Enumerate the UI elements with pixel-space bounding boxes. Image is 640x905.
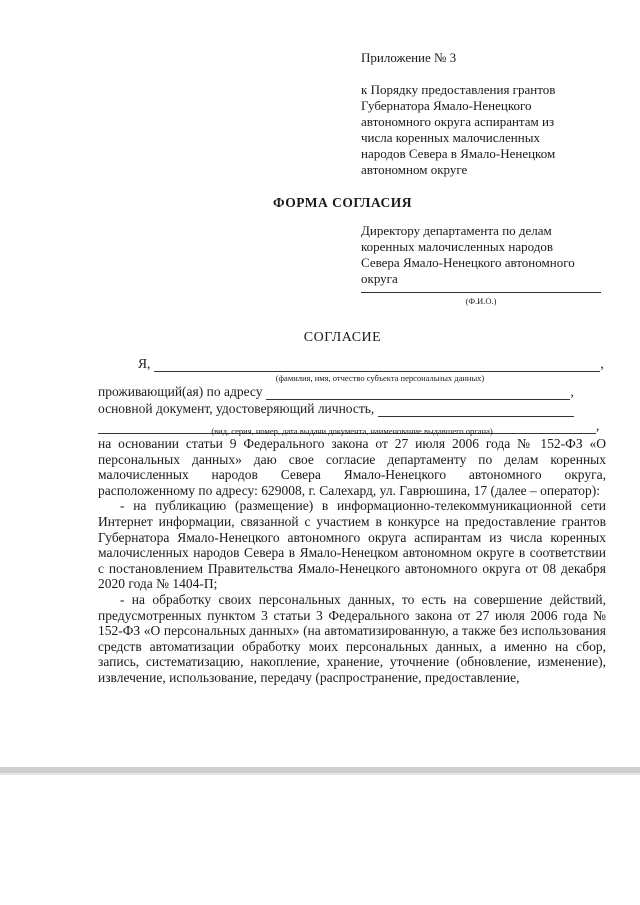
appendix-line: числа коренных малочисленных — [361, 130, 540, 145]
appendix-line: Губернатора Ямало-Ненецкого — [361, 98, 532, 113]
addressee-line: Севера Ямало-Ненецкого автономного — [361, 255, 575, 270]
name-label: Я, — [138, 356, 151, 371]
body-item-publication: - на публикацию (размещение) в информационно-телекоммуникационной сети Интернет информации, связанной с участием в конкурсе на предоставление грантов Губернатора Ямало-Ненецкого автономного округа аспирантам из числа коренных малочисленных народов Севера в Ямало-Ненецком автономном округе в соответствии с постановлением Правительства Ямало-Ненецкого автономного округа от 08 декабря 2020 года № 1404-П; — [98, 498, 606, 592]
address-blank — [266, 386, 570, 400]
body-item-processing: - на обработку своих персональных данных, то есть на совершение действий, предусмотренных пунктом 3 статьи 3 Федерального закона от 27 июля 2006 года № 152-ФЗ «О персональных данных» (на автоматизированную, а также без использования средств автоматизации обработку моих персональных данных, а именно на сбор, запись, систематизацию, накопление, хранение, уточнение (обновление, изменение), извлечение, использование, передачу (распространение, предоставление, — [98, 591, 606, 685]
addressee-line: Директору департамента по делам — [361, 223, 552, 238]
appendix-block — [361, 50, 555, 178]
document-end: , — [596, 418, 600, 433]
document-label: основной документ, удостоверяющий личность, — [98, 401, 375, 416]
name-row — [138, 356, 604, 372]
body-intro: на основании статьи 9 Федерального закона от 27 июля 2006 года № 152-ФЗ «О персональных данных» даю свое согласие департаменту по делам коренных малочисленных народов Севера Ямало-Ненецкого автономного округа, расположенному по адресу: 629008, г. Салехард, ул. Гаврюшина, 17 (далее – оператор): — [98, 436, 606, 498]
consent-heading: СОГЛАСИЕ — [303, 330, 382, 345]
document-caption: (вид, серия, номер, дата выдачи документа, наименование выдавшего органа) — [211, 426, 493, 436]
appendix-line: автономного округа аспирантам из — [361, 114, 555, 129]
address-row — [98, 384, 574, 400]
fio-caption: (Ф.И.О.) — [465, 296, 497, 306]
document-blank — [378, 403, 574, 417]
name-end: , — [600, 356, 604, 371]
appendix-line: автономном округе — [361, 162, 468, 177]
appendix-number: Приложение № 3 — [361, 50, 457, 65]
form-title: ФОРМА СОГЛАСИЯ — [272, 195, 413, 210]
addressee-block — [361, 223, 611, 287]
name-caption: (фамилия, имя, отчество субъекта персональных данных) — [275, 373, 485, 383]
appendix-line: народов Севера в Ямало-Ненецком — [361, 146, 556, 161]
document-row — [98, 401, 574, 417]
addressee-line: коренных малочисленных народов — [361, 239, 554, 254]
appendix-line: к Порядку предоставления грантов — [361, 82, 556, 97]
addressee-line: округа — [361, 271, 398, 286]
address-end: , — [570, 384, 574, 399]
consent-body — [98, 436, 606, 686]
name-blank — [154, 358, 600, 372]
address-label: проживающий(ая) по адресу — [98, 384, 263, 399]
fio-blank-line — [361, 292, 601, 293]
